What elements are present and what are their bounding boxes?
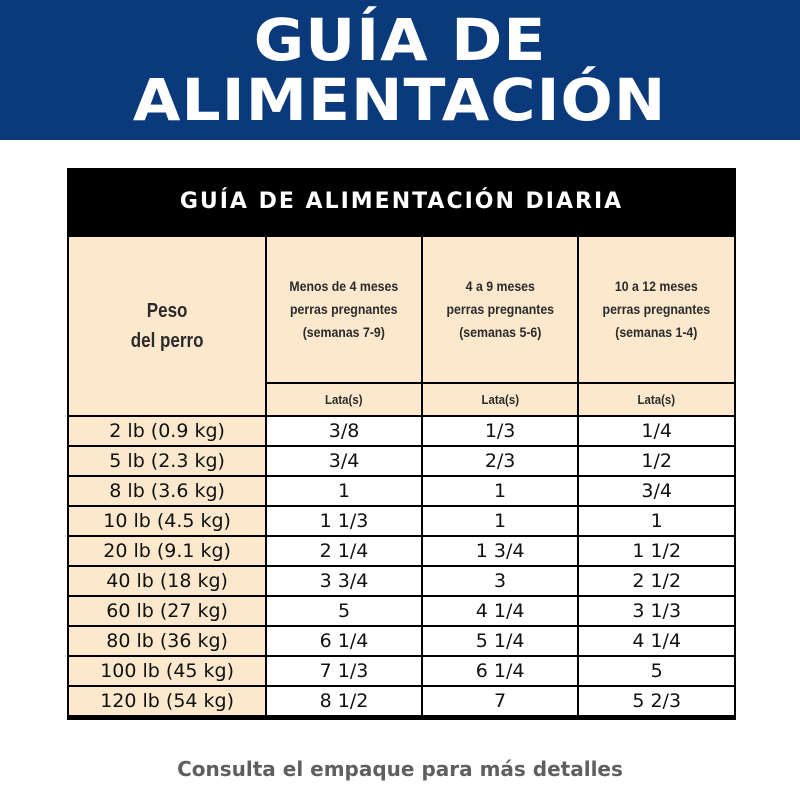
value-cell: 1	[422, 506, 579, 536]
weight-column-header	[68, 236, 266, 416]
column-header-age-1	[266, 236, 422, 383]
value-cell: 2 1/4	[266, 536, 422, 566]
weight-cell: 8 lb (3.6 kg)	[68, 476, 266, 506]
table-title: GUÍA DE ALIMENTACIÓN DIARIA	[179, 189, 624, 214]
table-row	[68, 476, 735, 506]
table-row	[68, 416, 735, 446]
weight-cell: 2 lb (0.9 kg)	[68, 416, 266, 446]
weight-cell: 80 lb (36 kg)	[68, 626, 266, 656]
weight-cell: 20 lb (9.1 kg)	[68, 536, 266, 566]
table-row	[68, 686, 735, 716]
value-cell: 3/4	[578, 476, 735, 506]
value-cell: 1/3	[422, 416, 579, 446]
banner-title-line1: GUÍA DE	[253, 6, 547, 74]
value-cell: 1/4	[578, 416, 735, 446]
column-header-line: perras pregnantes	[290, 301, 398, 317]
column-header-line: (semanas 1-4)	[615, 324, 698, 340]
value-cell: 1	[266, 476, 422, 506]
value-cell: 6 1/4	[422, 656, 579, 686]
column-header-line: (semanas 5-6)	[459, 324, 542, 340]
column-header-age-2	[422, 236, 579, 383]
unit-label: Lata(s)	[325, 392, 363, 407]
value-cell: 7	[422, 686, 579, 716]
value-cell: 1/2	[578, 446, 735, 476]
table-row	[68, 566, 735, 596]
table-row	[68, 596, 735, 626]
column-header-line: perras pregnantes	[446, 301, 554, 317]
footer-note: Consulta el empaque para más detalles	[177, 757, 623, 781]
value-cell: 7 1/3	[266, 656, 422, 686]
value-cell: 1 1/2	[578, 536, 735, 566]
table-row	[68, 656, 735, 686]
value-cell: 5	[266, 596, 422, 626]
value-cell: 3	[422, 566, 579, 596]
value-cell: 2/3	[422, 446, 579, 476]
unit-header-3	[578, 383, 735, 416]
weight-cell: 100 lb (45 kg)	[68, 656, 266, 686]
column-header-line: Menos de 4 meses	[289, 278, 399, 294]
table-row	[68, 446, 735, 476]
value-cell: 1 3/4	[422, 536, 579, 566]
value-cell: 1	[578, 506, 735, 536]
table-row	[68, 506, 735, 536]
column-header-age-3	[578, 236, 735, 383]
table-row	[68, 626, 735, 656]
value-cell: 3/8	[266, 416, 422, 446]
table-row	[68, 536, 735, 566]
value-cell: 3/4	[266, 446, 422, 476]
value-cell: 5 2/3	[578, 686, 735, 716]
column-header-line: 10 a 12 meses	[615, 278, 699, 294]
value-cell: 2 1/2	[578, 566, 735, 596]
weight-cell: 60 lb (27 kg)	[68, 596, 266, 626]
value-cell: 8 1/2	[266, 686, 422, 716]
value-cell: 1	[422, 476, 579, 506]
value-cell: 6 1/4	[266, 626, 422, 656]
unit-header-1	[266, 383, 422, 416]
unit-header-2	[422, 383, 579, 416]
column-header-line: perras pregnantes	[602, 301, 711, 317]
unit-label: Lata(s)	[637, 392, 676, 407]
value-cell: 5 1/4	[422, 626, 579, 656]
feeding-guide-table	[67, 168, 736, 720]
weight-cell: 40 lb (18 kg)	[68, 566, 266, 596]
column-header-line: 4 a 9 meses	[465, 278, 535, 294]
unit-label: Lata(s)	[481, 392, 519, 407]
weight-header-line2: del perro	[130, 330, 204, 352]
weight-cell: 5 lb (2.3 kg)	[68, 446, 266, 476]
value-cell: 3 3/4	[266, 566, 422, 596]
value-cell: 4 1/4	[422, 596, 579, 626]
weight-cell: 10 lb (4.5 kg)	[68, 506, 266, 536]
value-cell: 4 1/4	[578, 626, 735, 656]
banner-title-line2: ALIMENTACIÓN	[133, 66, 667, 134]
column-header-line: (semanas 7-9)	[302, 324, 386, 340]
value-cell: 5	[578, 656, 735, 686]
title-banner	[0, 0, 800, 140]
feeding-table-grid	[67, 235, 736, 717]
weight-header-line1: Peso	[146, 300, 188, 322]
value-cell: 3 1/3	[578, 596, 735, 626]
weight-cell: 120 lb (54 kg)	[68, 686, 266, 716]
value-cell: 1 1/3	[266, 506, 422, 536]
